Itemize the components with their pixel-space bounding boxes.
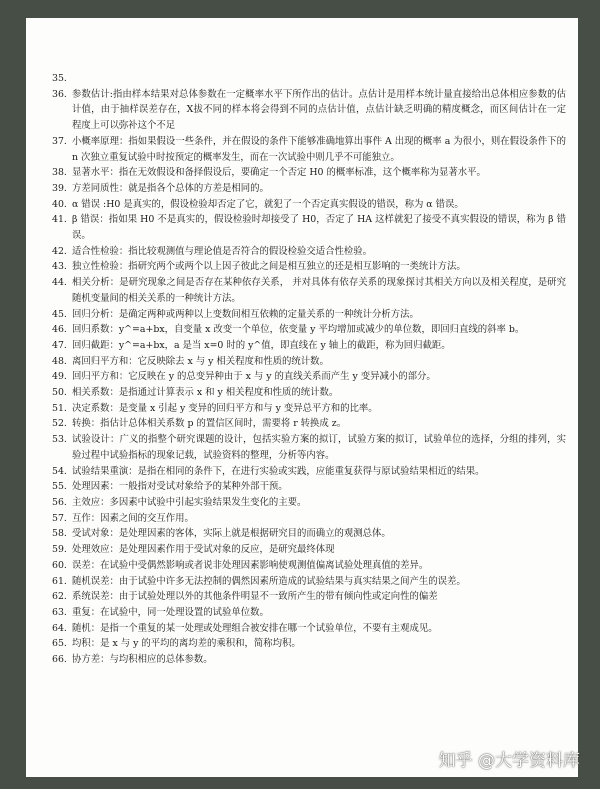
- item-number: 37.: [52, 135, 67, 147]
- item-text: 方差同质性：就是指各个总体的方差是相同的。: [72, 182, 269, 194]
- item-text: 回归分析：是确定两种或两种以上变数间相互依赖的定量关系的一种统计分析方法。: [72, 308, 419, 320]
- list-item: [52, 495, 566, 511]
- item-number: 35.: [52, 73, 67, 84]
- list-item: [52, 71, 566, 87]
- item-text: 小概率原理：指如果假设一些条件，并在假设的条件下能够准确地算出事件 A 出现的概率 a 为很小，则在假设条件下的 n 次独立重复试验中时按预定的概率发生，而在一次试验中则几乎不可能独立。: [72, 135, 566, 163]
- item-text: 处理因素：一般指对受试对象给予的某种外部干预。: [72, 481, 288, 493]
- item-number: 43.: [52, 261, 67, 273]
- document-page: [26, 18, 578, 777]
- list-item: [52, 542, 566, 558]
- item-number: 46.: [52, 324, 67, 336]
- list-item: [52, 369, 566, 385]
- item-text: 随机：是指一个重复的某一处理或处理组合被安排在哪一个试验单位，不要有主观成见。: [72, 622, 438, 634]
- item-text: 系统误差：由于试验处理以外的其他条件明显不一致所产生的带有倾向性或定向性的偏差: [72, 591, 438, 603]
- item-text: 回归截距：y^=a+bx，a 是当 x=0 时的 y^值，即直线在 y 轴上的截距，称为回归截距。: [72, 339, 451, 351]
- item-number: 36.: [52, 88, 67, 100]
- list-item: [52, 134, 566, 165]
- item-number: 57.: [52, 512, 67, 524]
- list-item: [52, 479, 566, 495]
- item-text: 重复：在试验中，同一处理设置的试验单位数。: [72, 606, 269, 618]
- item-number: 60.: [52, 559, 67, 571]
- item-number: 53.: [52, 434, 67, 446]
- list-item: [52, 401, 566, 417]
- item-text: 误差：在试验中受偶然影响或者说非处理因素影响使观测值偏离试验处理真值的差异。: [72, 559, 429, 571]
- item-number: 51.: [52, 402, 67, 414]
- list-item: [52, 322, 566, 338]
- list-item: [52, 558, 566, 574]
- list-item: [52, 354, 566, 370]
- list-item: [52, 621, 566, 637]
- item-number: 42.: [52, 245, 67, 257]
- list-item: [52, 385, 566, 401]
- list-item: [52, 212, 566, 243]
- item-text: 参数估计:指由样本结果对总体参数在一定概率水平下所作出的估计。点估计是用样本统计量直接给出总体相应参数的估计值，由于抽样误差存在，X拔不同的样本将会得到不同的点估计值，点估计缺乏明确的精度概念，而区间估计在一定程度上可以弥补这个不足: [72, 88, 566, 132]
- item-number: 62.: [52, 591, 67, 603]
- list-item: [52, 526, 566, 542]
- item-number: 64.: [52, 622, 67, 634]
- item-text: 回归系数：y^=a+bx，自变量 x 改变一个单位，依变量 y 平均增加或减少的单位数，即回归直线的斜率 b。: [72, 324, 525, 336]
- list-item: [52, 416, 566, 432]
- item-number: 38.: [52, 167, 67, 179]
- item-number: 47.: [52, 339, 67, 351]
- item-text: 均积：是 x 与 y 的平均的离均差的乘积和，简称均积。: [72, 638, 301, 650]
- list-item: [52, 87, 566, 134]
- list-item: [52, 244, 566, 260]
- list-item: [52, 636, 566, 652]
- list-item: [52, 605, 566, 621]
- item-number: 61.: [52, 575, 67, 587]
- item-number: 41.: [52, 214, 67, 226]
- list-item: [52, 197, 566, 213]
- list-item: [52, 511, 566, 527]
- watermark-text: 知乎 @大学资料库: [438, 751, 580, 771]
- item-text: 回归平方和：它反映在 y 的总变异种由于 x 与 y 的直线关系而产生 y 变异减小的部分。: [72, 371, 436, 383]
- item-number: 55.: [52, 481, 67, 493]
- item-number: 40.: [52, 198, 67, 210]
- item-text: 适合性检验：指比较观测值与理论值是否符合的假设检验交适合性检验。: [72, 245, 373, 257]
- item-number: 54.: [52, 465, 67, 477]
- list-item: [52, 652, 566, 668]
- item-text: 离回归平方和：它反映除去 x 与 y 相关程度和性质的统计数。: [72, 355, 329, 367]
- item-text: β 错误：指如果 H0 不是真实的，假设检验时却接受了 H0，否定了 HA 这样就犯了接受不真实假设的错误，称为 β 错误。: [72, 214, 566, 242]
- item-text: [72, 71, 566, 87]
- item-number: 63.: [52, 606, 67, 618]
- list-item: [52, 464, 566, 480]
- list-item: [52, 181, 566, 197]
- item-text: 试验设计：广义的指整个研究课题的设计，包括实验方案的拟订，试验方案的拟订，试验单位的选择，分组的排列，实验过程中试验指标的现象记载，试验资料的整理，分析等内容。: [72, 434, 566, 461]
- item-number: 66.: [52, 654, 67, 666]
- item-number: 58.: [52, 528, 67, 540]
- item-number: 56.: [52, 496, 67, 508]
- item-text: 转换：指估计总体相关系数 p 的置信区间时，需要将 r 转换成 z。: [72, 418, 347, 430]
- item-text: 显著水平：指在无效假设和备择假设后，要确定一个否定 H0 的概率标准，这个概率称为显著水平。: [72, 167, 486, 179]
- item-number: 45.: [52, 308, 67, 320]
- item-number: 50.: [52, 387, 67, 399]
- list-item: [52, 275, 566, 306]
- list-item: [52, 432, 566, 463]
- item-text: α 错误 :H0 是真实的，假设检验却否定了它，就犯了一个否定真实假设的错误，称为 α 错误。: [72, 198, 464, 210]
- definition-list: [52, 71, 566, 668]
- list-item: [52, 589, 566, 605]
- item-text: 互作：因素之间的交互作用。: [72, 512, 194, 524]
- item-text: 相关分析：是研究现象之间是否存在某种依存关系， 并对具体有依存关系的现象探讨其相关方向以及相关程度，是研究随机变量间的相关关系的一种统计方法。: [72, 277, 566, 304]
- item-text: 决定系数：是变量 x 引起 y 变异的回归平方和与 y 变异总平方和的比率。: [72, 402, 378, 414]
- list-item: [52, 259, 566, 275]
- item-number: 49.: [52, 371, 67, 383]
- item-number: 59.: [52, 544, 67, 556]
- item-text: 受试对象：是处理因素的客体，实际上就是根据研究目的而确立的观测总体。: [72, 528, 391, 540]
- item-number: 52.: [52, 418, 67, 430]
- list-item: [52, 574, 566, 590]
- item-text: 随机误差：由于试验中许多无法控制的偶然因素所造成的试验结果与真实结果之间产生的误差。: [72, 575, 466, 587]
- item-text: 协方差：与均积相应的总体参数。: [72, 654, 213, 666]
- list-item: [52, 307, 566, 323]
- item-text: 独立性检验：指研究两个或两个以上因子彼此之间是相互独立的还是相互影响的一类统计方法。: [72, 261, 466, 273]
- item-number: 39.: [52, 182, 67, 194]
- item-number: 48.: [52, 355, 67, 367]
- list-item: [52, 165, 566, 181]
- item-text: 相关系数：是指通过计算表示 x 和 y 相关程度和性质的统计数。: [72, 387, 339, 399]
- item-number: 44.: [52, 277, 67, 289]
- item-text: 处理效应：是处理因素作用于受试对象的反应，是研究最终体现: [72, 544, 335, 556]
- item-number: 65.: [52, 638, 67, 650]
- item-text: 试验结果重演：是指在相同的条件下，在进行实验或实践，应能重复获得与原试验结果相近的结果。: [72, 465, 485, 477]
- item-text: 主效应：多因素中试验中引起实验结果发生变化的主要。: [72, 496, 307, 508]
- list-item: [52, 338, 566, 354]
